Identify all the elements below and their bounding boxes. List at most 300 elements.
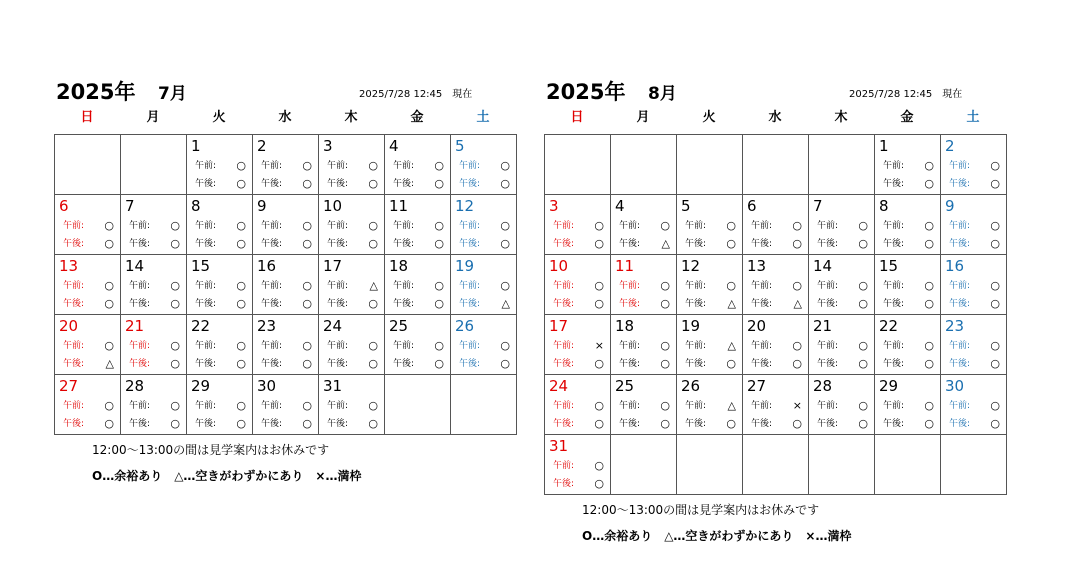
am-availability: ○	[924, 279, 934, 292]
am-availability: ○	[434, 219, 444, 232]
am-slot	[883, 279, 934, 293]
pm-label: 午後:	[685, 239, 707, 249]
pm-slot	[685, 357, 736, 371]
am-slot	[949, 339, 1000, 353]
day-cell	[875, 315, 941, 375]
day-grid	[544, 134, 1007, 495]
am-label: 午前:	[261, 221, 283, 231]
am-label: 午前:	[261, 281, 283, 291]
day-cell	[253, 195, 319, 255]
pm-availability: ○	[500, 237, 510, 250]
day-number: 22	[191, 317, 211, 335]
am-availability: ○	[990, 399, 1000, 412]
day-cell	[187, 315, 253, 375]
empty-day-cell	[611, 435, 677, 495]
am-slot	[751, 279, 802, 293]
am-slot	[685, 339, 736, 353]
pm-availability: ○	[660, 357, 670, 370]
pm-label: 午後:	[261, 419, 283, 429]
pm-availability: ○	[792, 417, 802, 430]
day-cell	[677, 195, 743, 255]
pm-label: 午後:	[63, 299, 85, 309]
pm-availability: △	[105, 357, 114, 370]
am-label: 午前:	[459, 221, 481, 231]
am-availability: ○	[792, 219, 802, 232]
pm-slot	[393, 297, 444, 311]
pm-slot	[883, 177, 934, 191]
pm-slot	[949, 297, 1000, 311]
day-cell	[611, 255, 677, 315]
pm-slot	[751, 357, 802, 371]
pm-slot	[949, 237, 1000, 251]
pm-availability: ○	[924, 237, 934, 250]
day-cell	[385, 195, 451, 255]
day-cell	[319, 315, 385, 375]
weekday-sat: 土	[966, 110, 980, 125]
day-number: 15	[191, 257, 211, 275]
pm-availability: ○	[500, 357, 510, 370]
pm-label: 午後:	[327, 359, 349, 369]
pm-slot	[195, 237, 246, 251]
pm-label: 午後:	[817, 419, 839, 429]
am-availability: ○	[104, 279, 114, 292]
day-number: 20	[747, 317, 767, 335]
pm-slot	[129, 237, 180, 251]
day-number: 8	[879, 197, 889, 215]
month-label: 8月	[648, 84, 677, 104]
day-number: 11	[615, 257, 635, 275]
am-availability: ○	[434, 159, 444, 172]
am-label: 午前:	[817, 281, 839, 291]
pm-label: 午後:	[195, 299, 217, 309]
pm-label: 午後:	[393, 179, 415, 189]
pm-availability: ○	[236, 237, 246, 250]
am-availability: ○	[236, 159, 246, 172]
empty-day-cell	[875, 435, 941, 495]
pm-slot	[195, 357, 246, 371]
day-cell	[451, 135, 517, 195]
am-label: 午前:	[327, 341, 349, 351]
pm-label: 午後:	[129, 299, 151, 309]
weekday-thu: 木	[344, 110, 358, 125]
pm-availability: ○	[302, 417, 312, 430]
pm-availability: ○	[434, 237, 444, 250]
am-availability: ○	[792, 279, 802, 292]
pm-label: 午後:	[883, 299, 905, 309]
pm-availability: ○	[368, 237, 378, 250]
day-cell	[545, 375, 611, 435]
day-number: 19	[681, 317, 701, 335]
day-number: 31	[323, 377, 343, 395]
pm-availability: ○	[236, 177, 246, 190]
day-number: 30	[945, 377, 965, 395]
day-number: 10	[323, 197, 343, 215]
day-cell	[743, 195, 809, 255]
day-number: 23	[257, 317, 277, 335]
pm-label: 午後:	[751, 239, 773, 249]
pm-label: 午後:	[327, 299, 349, 309]
pm-label: 午後:	[327, 419, 349, 429]
pm-slot	[261, 237, 312, 251]
am-availability: ○	[236, 399, 246, 412]
pm-slot	[195, 297, 246, 311]
pm-slot	[751, 237, 802, 251]
am-label: 午前:	[129, 341, 151, 351]
am-slot	[817, 219, 868, 233]
am-availability: ○	[104, 219, 114, 232]
am-availability: ○	[368, 339, 378, 352]
pm-availability: ○	[434, 297, 444, 310]
pm-label: 午後:	[685, 299, 707, 309]
day-cell	[677, 255, 743, 315]
day-number: 15	[879, 257, 899, 275]
am-label: 午前:	[459, 161, 481, 171]
pm-slot	[949, 177, 1000, 191]
am-slot	[327, 219, 378, 233]
day-number: 2	[257, 137, 267, 155]
pm-label: 午後:	[685, 419, 707, 429]
pm-slot	[619, 237, 670, 251]
day-cell	[611, 375, 677, 435]
pm-availability: △	[793, 297, 802, 310]
am-availability: ○	[924, 219, 934, 232]
am-label: 午前:	[195, 341, 217, 351]
am-availability: ○	[104, 399, 114, 412]
pm-slot	[195, 417, 246, 431]
am-label: 午前:	[393, 341, 415, 351]
am-label: 午前:	[685, 341, 707, 351]
pm-slot	[553, 477, 604, 491]
weekday-header	[54, 108, 518, 134]
day-number: 13	[747, 257, 767, 275]
am-availability: ○	[302, 279, 312, 292]
pm-availability: ○	[990, 237, 1000, 250]
pm-label: 午後:	[883, 239, 905, 249]
pm-slot	[619, 417, 670, 431]
am-slot	[129, 279, 180, 293]
pm-availability: ○	[726, 237, 736, 250]
am-slot	[817, 279, 868, 293]
am-slot	[195, 279, 246, 293]
am-label: 午前:	[553, 341, 575, 351]
pm-slot	[883, 357, 934, 371]
day-cell	[451, 315, 517, 375]
am-slot	[949, 279, 1000, 293]
pm-label: 午後:	[949, 179, 971, 189]
am-label: 午前:	[261, 401, 283, 411]
empty-day-cell	[55, 135, 121, 195]
am-availability: △	[727, 399, 736, 412]
am-label: 午前:	[751, 221, 773, 231]
pm-slot	[63, 417, 114, 431]
day-cell	[121, 375, 187, 435]
pm-availability: ○	[170, 357, 180, 370]
day-cell	[55, 255, 121, 315]
am-slot	[261, 219, 312, 233]
day-cell	[611, 315, 677, 375]
day-cell	[55, 315, 121, 375]
am-label: 午前:	[883, 341, 905, 351]
pm-label: 午後:	[393, 239, 415, 249]
day-number: 27	[59, 377, 79, 395]
am-availability: ○	[104, 339, 114, 352]
am-availability: ○	[990, 159, 1000, 172]
pm-slot	[685, 237, 736, 251]
am-label: 午前:	[949, 221, 971, 231]
day-number: 4	[615, 197, 625, 215]
day-cell	[187, 255, 253, 315]
pm-label: 午後:	[129, 419, 151, 429]
month-label: 7月	[158, 84, 187, 104]
am-availability: ○	[726, 279, 736, 292]
weekday-wed: 水	[278, 110, 292, 125]
am-label: 午前:	[63, 281, 85, 291]
empty-day-cell	[677, 135, 743, 195]
am-slot	[949, 219, 1000, 233]
day-cell	[743, 315, 809, 375]
am-slot	[817, 339, 868, 353]
weekday-tue: 火	[212, 110, 226, 125]
weekday-sun: 日	[570, 110, 584, 125]
pm-label: 午後:	[393, 299, 415, 309]
day-number: 31	[549, 437, 569, 455]
am-slot	[883, 399, 934, 413]
pm-availability: ○	[594, 477, 604, 490]
pm-availability: ○	[594, 357, 604, 370]
empty-day-cell	[677, 435, 743, 495]
am-availability: ○	[368, 399, 378, 412]
pm-label: 午後:	[261, 359, 283, 369]
pm-label: 午後:	[619, 239, 641, 249]
pm-slot	[817, 357, 868, 371]
day-cell	[677, 315, 743, 375]
pm-label: 午後:	[883, 359, 905, 369]
pm-availability: ○	[170, 297, 180, 310]
pm-label: 午後:	[619, 299, 641, 309]
pm-availability: ○	[990, 177, 1000, 190]
am-label: 午前:	[195, 281, 217, 291]
day-number: 21	[125, 317, 145, 335]
day-number: 23	[945, 317, 965, 335]
lunch-break-note: 12:00～13:00の間は見学案内はお休みです	[582, 503, 820, 517]
weekday-thu: 木	[834, 110, 848, 125]
am-slot	[459, 279, 510, 293]
am-label: 午前:	[949, 401, 971, 411]
pm-availability: ○	[594, 297, 604, 310]
weekday-header	[544, 108, 1008, 134]
day-cell	[611, 195, 677, 255]
pm-slot	[751, 297, 802, 311]
pm-availability: ○	[302, 237, 312, 250]
am-label: 午前:	[619, 341, 641, 351]
am-availability: ○	[302, 159, 312, 172]
pm-label: 午後:	[553, 419, 575, 429]
pm-label: 午後:	[327, 179, 349, 189]
am-slot	[553, 399, 604, 413]
am-slot	[129, 399, 180, 413]
day-number: 9	[257, 197, 267, 215]
am-availability: ○	[170, 399, 180, 412]
pm-slot	[883, 237, 934, 251]
am-availability: ○	[858, 339, 868, 352]
am-label: 午前:	[393, 281, 415, 291]
am-slot	[553, 279, 604, 293]
day-cell	[385, 255, 451, 315]
pm-availability: ○	[924, 297, 934, 310]
pm-availability: ○	[434, 357, 444, 370]
day-cell	[451, 255, 517, 315]
am-availability: ○	[858, 399, 868, 412]
am-slot	[195, 159, 246, 173]
day-cell	[121, 255, 187, 315]
am-availability: ○	[236, 279, 246, 292]
am-availability: ○	[368, 219, 378, 232]
am-label: 午前:	[393, 221, 415, 231]
am-slot	[195, 219, 246, 233]
am-label: 午前:	[751, 341, 773, 351]
am-slot	[949, 399, 1000, 413]
am-availability: ×	[792, 399, 802, 412]
am-label: 午前:	[553, 281, 575, 291]
pm-slot	[327, 177, 378, 191]
day-cell	[253, 375, 319, 435]
day-cell	[875, 195, 941, 255]
pm-label: 午後:	[883, 419, 905, 429]
am-availability: ○	[302, 399, 312, 412]
updated-timestamp: 2025/7/28 12:45 現在	[359, 89, 473, 100]
am-slot	[261, 399, 312, 413]
day-number: 12	[455, 197, 475, 215]
am-label: 午前:	[817, 341, 839, 351]
pm-availability: ○	[236, 357, 246, 370]
am-slot	[619, 339, 670, 353]
day-number: 3	[549, 197, 559, 215]
day-number: 7	[813, 197, 823, 215]
pm-label: 午後:	[949, 239, 971, 249]
day-cell	[809, 255, 875, 315]
pm-label: 午後:	[553, 299, 575, 309]
pm-label: 午後:	[751, 419, 773, 429]
pm-label: 午後:	[751, 299, 773, 309]
day-cell	[319, 375, 385, 435]
day-cell	[55, 375, 121, 435]
day-number: 28	[813, 377, 833, 395]
day-number: 16	[257, 257, 277, 275]
day-cell	[187, 375, 253, 435]
pm-slot	[63, 237, 114, 251]
day-number: 6	[747, 197, 757, 215]
am-slot	[129, 219, 180, 233]
am-label: 午前:	[261, 161, 283, 171]
am-slot	[685, 279, 736, 293]
am-availability: ○	[170, 339, 180, 352]
pm-availability: ○	[594, 417, 604, 430]
pm-availability: ○	[858, 417, 868, 430]
pm-availability: ○	[858, 297, 868, 310]
day-number: 21	[813, 317, 833, 335]
day-number: 28	[125, 377, 145, 395]
day-cell	[809, 315, 875, 375]
pm-slot	[619, 357, 670, 371]
pm-slot	[459, 237, 510, 251]
day-cell	[385, 315, 451, 375]
day-number: 20	[59, 317, 79, 335]
day-cell	[545, 255, 611, 315]
am-availability: ○	[858, 219, 868, 232]
calendar-august	[544, 74, 1008, 544]
pm-availability: ○	[302, 357, 312, 370]
pm-label: 午後:	[817, 359, 839, 369]
day-number: 3	[323, 137, 333, 155]
am-availability: ○	[660, 279, 670, 292]
day-number: 14	[125, 257, 145, 275]
pm-availability: ○	[434, 177, 444, 190]
day-cell	[875, 375, 941, 435]
am-availability: ○	[170, 219, 180, 232]
day-cell	[875, 255, 941, 315]
pm-slot	[949, 357, 1000, 371]
am-availability: ○	[594, 399, 604, 412]
pm-availability: ○	[104, 417, 114, 430]
am-availability: ○	[858, 279, 868, 292]
day-number: 4	[389, 137, 399, 155]
day-cell	[55, 195, 121, 255]
pm-label: 午後:	[63, 239, 85, 249]
day-number: 24	[549, 377, 569, 395]
am-label: 午前:	[817, 401, 839, 411]
weekday-fri: 金	[410, 110, 424, 125]
am-slot	[63, 399, 114, 413]
pm-slot	[817, 237, 868, 251]
day-cell	[809, 195, 875, 255]
day-number: 30	[257, 377, 277, 395]
am-label: 午前:	[619, 401, 641, 411]
day-number: 6	[59, 197, 69, 215]
pm-availability: ○	[792, 357, 802, 370]
day-cell	[545, 315, 611, 375]
am-label: 午前:	[327, 221, 349, 231]
am-label: 午前:	[883, 281, 905, 291]
pm-availability: △	[727, 297, 736, 310]
am-label: 午前:	[949, 341, 971, 351]
empty-day-cell	[451, 375, 517, 435]
pm-availability: ○	[726, 357, 736, 370]
year-label: 2025年	[56, 80, 136, 104]
am-label: 午前:	[63, 401, 85, 411]
pm-label: 午後:	[949, 419, 971, 429]
pm-label: 午後:	[261, 299, 283, 309]
am-slot	[619, 279, 670, 293]
am-slot	[553, 219, 604, 233]
calendar-header	[544, 74, 1008, 108]
pm-label: 午後:	[459, 359, 481, 369]
am-availability: ○	[990, 339, 1000, 352]
day-cell	[941, 135, 1007, 195]
day-number: 29	[879, 377, 899, 395]
am-label: 午前:	[195, 401, 217, 411]
pm-availability: ○	[990, 357, 1000, 370]
am-label: 午前:	[327, 281, 349, 291]
am-label: 午前:	[393, 161, 415, 171]
day-cell	[809, 375, 875, 435]
am-availability: ○	[990, 279, 1000, 292]
am-availability: ○	[660, 339, 670, 352]
pm-slot	[685, 417, 736, 431]
am-availability: ○	[594, 459, 604, 472]
pm-label: 午後:	[817, 239, 839, 249]
am-availability: ○	[594, 219, 604, 232]
am-availability: ×	[594, 339, 604, 352]
